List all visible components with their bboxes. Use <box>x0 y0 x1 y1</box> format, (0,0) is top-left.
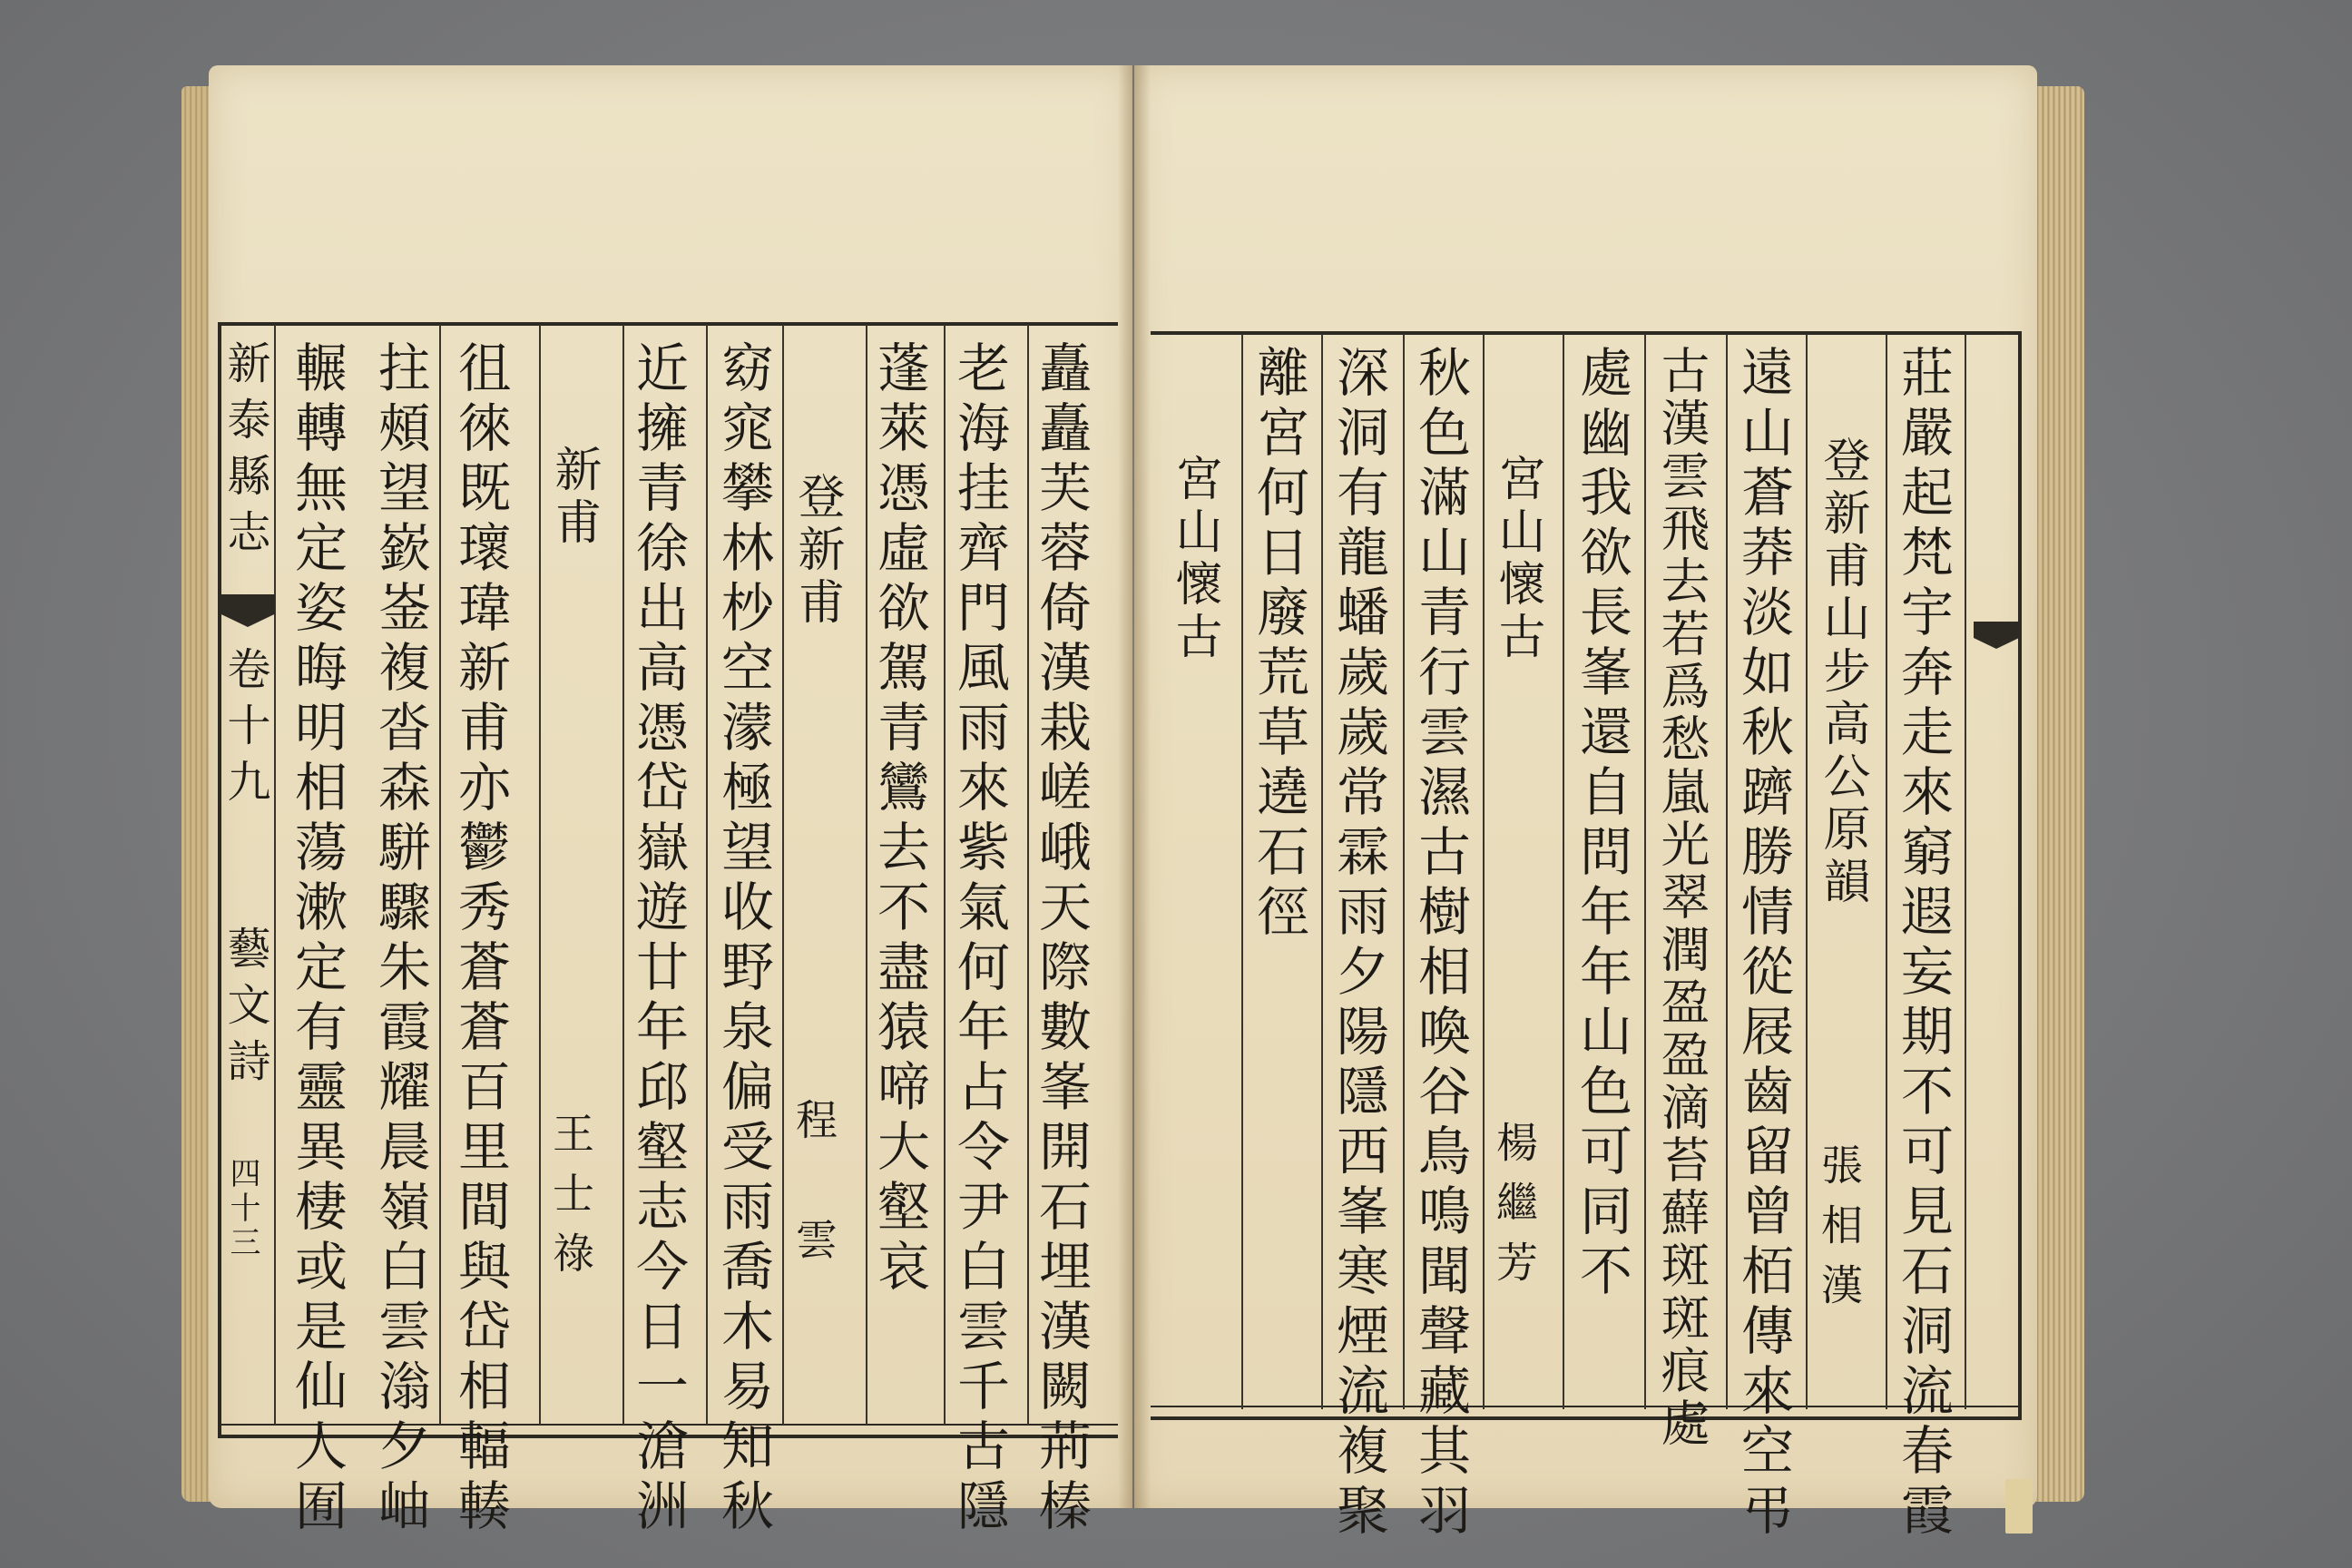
text-column: 徂徠既瓌瑋新甫亦鬱秀蒼蒼百里間與岱相輻輳 <box>449 340 511 1538</box>
volume-label: 卷十九 <box>220 646 270 815</box>
section-label: 藝文詩 <box>220 926 270 1094</box>
text-column: 古漢雲飛去若爲愁嵐光翠潤盈盈滴苔蘚斑斑痕處 <box>1653 345 1710 1450</box>
poem-title: 新甫 <box>546 445 601 550</box>
column-rule <box>1563 334 1564 1409</box>
poem-title: 登新甫 <box>789 472 844 630</box>
text-column: 近擁青徐出高憑岱嶽遊廿年邱壑志今日一滄洲 <box>627 340 689 1538</box>
right-bottom-inner-rule <box>1151 1406 2018 1407</box>
column-rule <box>1403 334 1405 1409</box>
book-gutter <box>1118 65 1151 1508</box>
text-column: 矗矗芙蓉倚漢栽嵯峨天際數峯開石埋漢闕荊榛 <box>1030 340 1092 1538</box>
column-rule <box>706 325 708 1425</box>
text-column: 蓬萊憑虛欲駕青鸞去不盡猿啼大壑哀 <box>868 340 930 1298</box>
text-column: 離宮何日廢荒草遶石徑 <box>1248 345 1309 944</box>
column-rule <box>1644 334 1646 1409</box>
poem-author: 王士祿 <box>546 1112 595 1291</box>
poem-title: 宮山懷古 <box>1167 454 1221 664</box>
poem-title: 宮山懷古 <box>1490 454 1544 664</box>
column-rule <box>1321 334 1323 1409</box>
text-column: 深洞有龍蟠歲歲常霖雨夕陽隱西峯寒煙流複聚 <box>1328 345 1389 1543</box>
page-number: 四十三 <box>224 1157 260 1260</box>
page-tab <box>2005 1479 2033 1534</box>
text-column: 輾轉無定姿晦明相蕩漱定有靈異棲或是仙人囿 <box>286 340 348 1538</box>
text-column: 遠山蒼莽淡如秋躋勝情從屐齒留曾栢傳來空弔 <box>1732 345 1794 1543</box>
column-rule <box>866 325 867 1425</box>
column-rule <box>622 325 624 1425</box>
column-rule <box>1726 334 1728 1409</box>
text-column: 處幽我欲長峯還自問年年山色可同不 <box>1571 345 1632 1303</box>
text-column: 拄頰望嶔崟複沓森駢驟朱霞耀晨嶺白雲滃夕岫 <box>369 340 431 1538</box>
book-title: 新泰縣志 <box>220 340 270 565</box>
text-column: 老海挂齊門風雨來紫氣何年占令尹白雲千古隱 <box>948 340 1010 1538</box>
poem-author: 楊繼芳 <box>1490 1121 1539 1300</box>
text-column: 莊嚴起梵宇奔走來窮遐妄期不可見石洞流春霞 <box>1892 345 1954 1543</box>
column-rule <box>1027 325 1029 1425</box>
column-rule <box>539 325 541 1425</box>
margin-rule-right <box>1965 334 1966 1409</box>
text-column: 秋色滿山青行雲濕古樹相喚谷鳥鳴聞聲藏其羽 <box>1409 345 1471 1543</box>
column-rule <box>1806 334 1808 1409</box>
column-rule <box>439 325 441 1425</box>
margin-rule-left <box>274 325 276 1425</box>
column-rule <box>1241 334 1243 1409</box>
poem-title: 登新甫山步高公原韻 <box>1815 436 1869 909</box>
poem-author: 程 雲 <box>789 1098 838 1278</box>
text-column: 窈窕攀林杪空濛極望收野泉偏受雨喬木易知秋 <box>712 340 774 1538</box>
column-rule <box>1886 334 1887 1409</box>
column-rule <box>1483 334 1485 1409</box>
column-rule <box>782 325 784 1425</box>
column-rule <box>944 325 946 1425</box>
poem-author: 張相漢 <box>1815 1143 1864 1323</box>
